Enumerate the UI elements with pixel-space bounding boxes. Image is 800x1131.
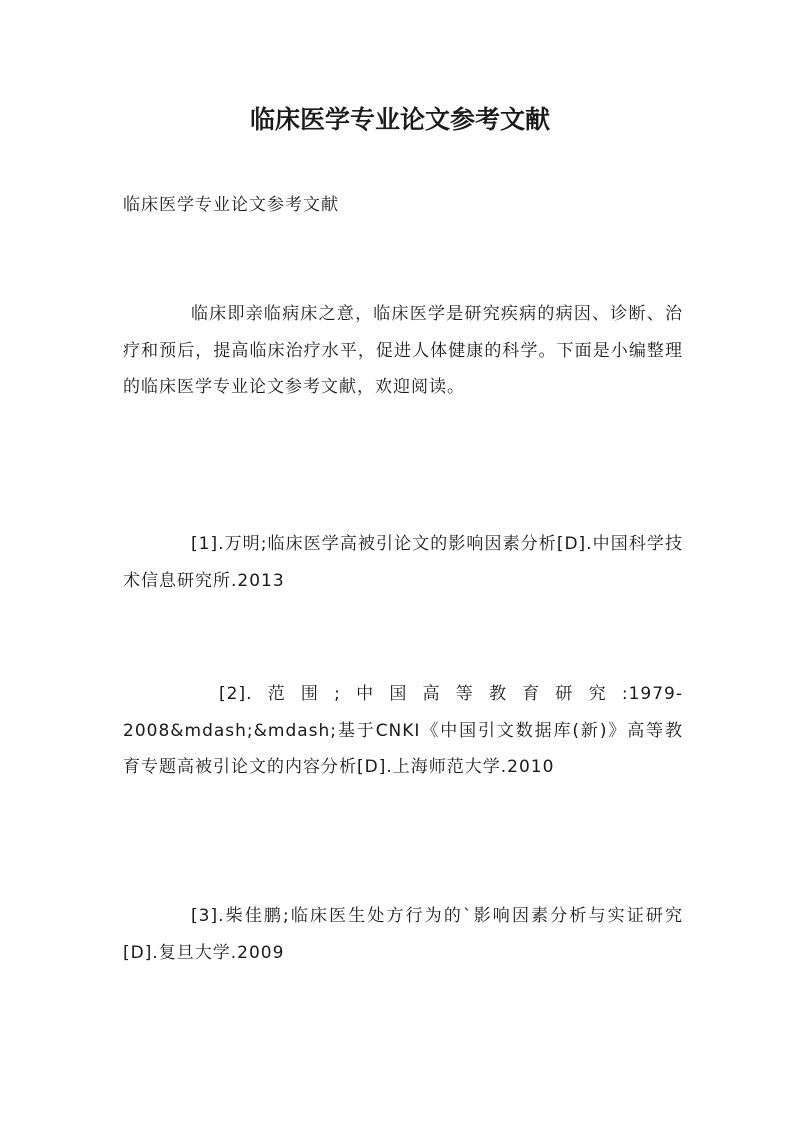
- reference-item: [1].万明;临床医学高被引论文的影响因素分析[D].中国科学技术信息研究所.2013: [123, 534, 683, 591]
- document-subtitle: 临床医学专业论文参考文献: [123, 195, 339, 215]
- reference-item: [2].范围;中国高等教育研究:1979-2008&mdash;&mdash;基于CNKI《中国引文数据库(新)》高等教育专题高被引论文的内容分析[D].上海师范大学.2010: [123, 684, 683, 777]
- reference-item: [3].柴佳鹏;临床医生处方行为的`影响因素分析与实证研究[D].复旦大学.2009: [123, 906, 683, 963]
- intro-paragraph: 临床即亲临病床之意，临床医学是研究疾病的病因、诊断、治疗和预后，提高临床治疗水平，促进人体健康的科学。下面是小编整理的临床医学专业论文参考文献，欢迎阅读。: [123, 304, 683, 397]
- document-title: 临床医学专业论文参考文献: [249, 105, 550, 134]
